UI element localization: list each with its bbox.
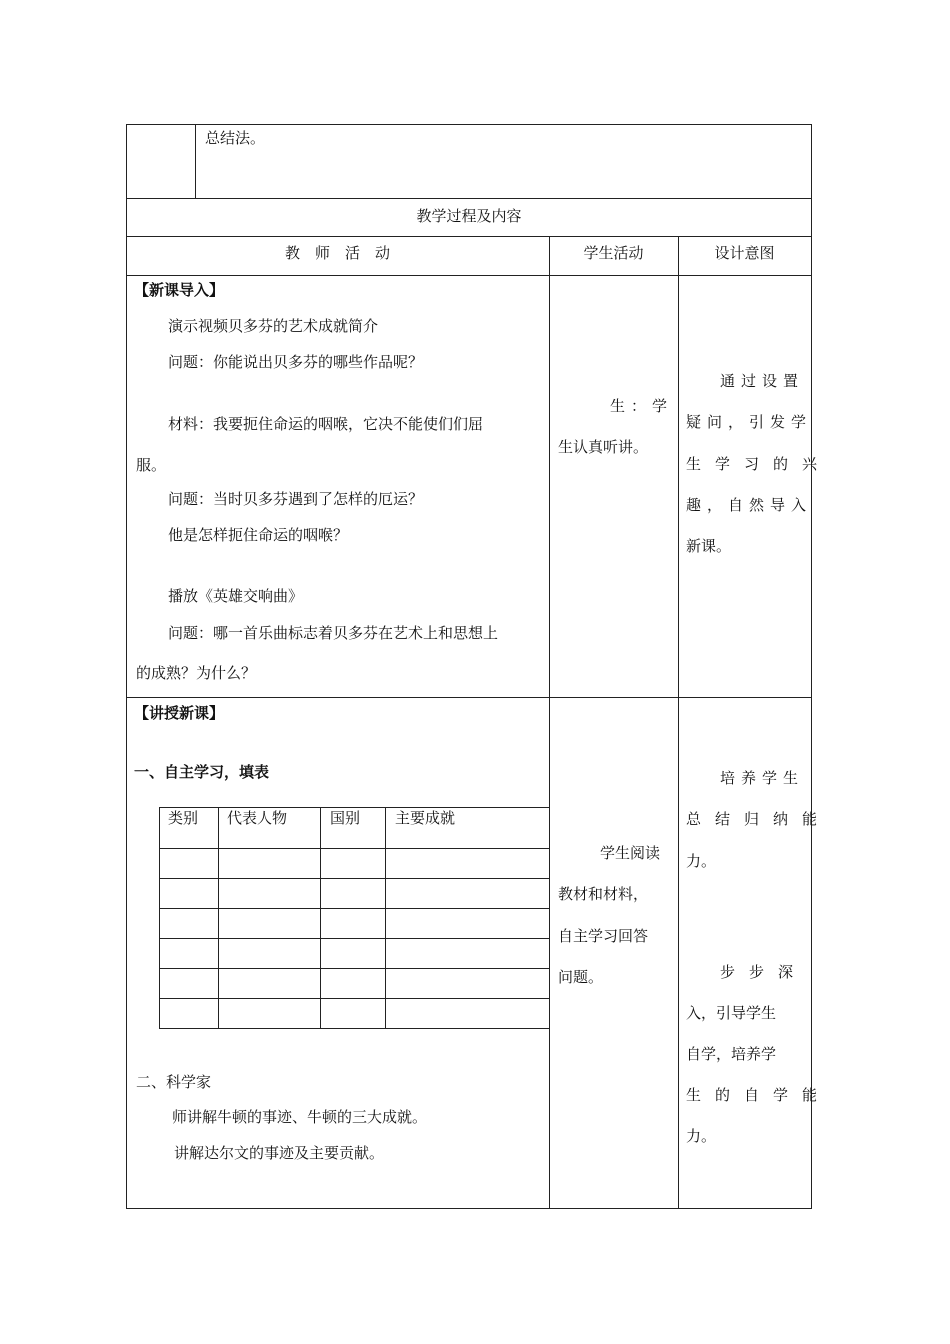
block2-design-line: 力。 — [686, 852, 717, 870]
col-divider — [195, 124, 196, 198]
col-divider — [549, 236, 550, 1209]
row-divider — [126, 697, 812, 698]
block1-line: 播放《英雄交响曲》 — [168, 587, 304, 605]
block2-design-line: 步步深 — [720, 963, 808, 981]
block2-student-line: 问题。 — [558, 968, 604, 986]
block1-student-line: 生认真听讲。 — [558, 438, 649, 456]
block2-design-line: 总结归纳能 — [686, 810, 832, 828]
block1-design-line: 生学习的兴 — [686, 455, 832, 473]
inner-table-header: 国别 — [330, 809, 361, 827]
block1-line: 问题：哪一首乐曲标志着贝多芬在艺术上和思想上 — [168, 624, 499, 642]
block2-line: 讲解达尔文的事迹及主要贡献。 — [174, 1144, 385, 1162]
inner-table-line — [218, 807, 219, 1029]
row-divider — [126, 275, 812, 276]
col-divider — [678, 236, 679, 1209]
block1-design-line: 新课。 — [686, 537, 732, 555]
block2-design-line: 生的自学能 — [686, 1086, 832, 1104]
block1-line: 材料：我要扼住命运的咽喉，它决不能使们们屈 — [168, 415, 484, 433]
inner-table-header: 主要成就 — [395, 809, 456, 827]
block1-line: 问题：当时贝多芬遇到了怎样的厄运？ — [168, 490, 424, 508]
inner-table-line — [320, 807, 321, 1029]
block2-student-line: 自主学习回答 — [558, 927, 649, 945]
header-teacher: 教 师 活 动 — [284, 244, 390, 262]
inner-table-header: 代表人物 — [227, 809, 288, 827]
header-design: 设计意图 — [714, 244, 775, 262]
row-divider — [126, 198, 812, 199]
block2-design-line: 力。 — [686, 1127, 717, 1145]
block2-design-line: 自学，培养学 — [686, 1045, 777, 1063]
block1-design-line: 疑问，引发学 — [686, 413, 813, 431]
table-border-right — [811, 124, 812, 1209]
block1-line: 他是怎样扼住命运的咽喉？ — [168, 526, 349, 544]
table-border-bottom — [126, 1208, 812, 1209]
block2-design-line: 培养学生 — [720, 769, 805, 787]
inner-table-header: 类别 — [168, 809, 199, 827]
block2-sub2: 二、科学家 — [136, 1073, 212, 1091]
block2-line: 师讲解牛顿的事迹、牛顿的三大成就。 — [172, 1108, 428, 1126]
table-border-left — [126, 124, 127, 1209]
block1-student-line: 生：学 — [610, 397, 674, 415]
block1-line: 问题：你能说出贝多芬的哪些作品呢？ — [168, 353, 424, 371]
block1-line: 的成熟？为什么？ — [136, 664, 257, 682]
block1-design-line: 趣，自然导入 — [686, 496, 813, 514]
block2-design-line: 入，引导学生 — [686, 1004, 777, 1022]
block2-student-line: 教材和材料， — [558, 885, 649, 903]
block1-line: 演示视频贝多芬的艺术成就简介 — [168, 317, 379, 335]
top-row-text: 总结法。 — [205, 129, 266, 147]
inner-table-line — [385, 807, 386, 1029]
header-student: 学生活动 — [583, 244, 644, 262]
inner-table-line — [159, 807, 160, 1029]
block1-heading: 【新课导入】 — [134, 281, 225, 299]
table-border-top — [126, 124, 812, 125]
block1-line: 服。 — [136, 456, 167, 474]
block2-student-line: 学生阅读 — [600, 844, 661, 862]
section-title: 教学过程及内容 — [416, 207, 522, 225]
row-divider — [126, 236, 812, 237]
block2-heading: 【讲授新课】 — [134, 704, 225, 722]
block1-design-line: 通过设置 — [720, 372, 805, 390]
block2-sub1: 一、自主学习，填表 — [134, 763, 270, 781]
